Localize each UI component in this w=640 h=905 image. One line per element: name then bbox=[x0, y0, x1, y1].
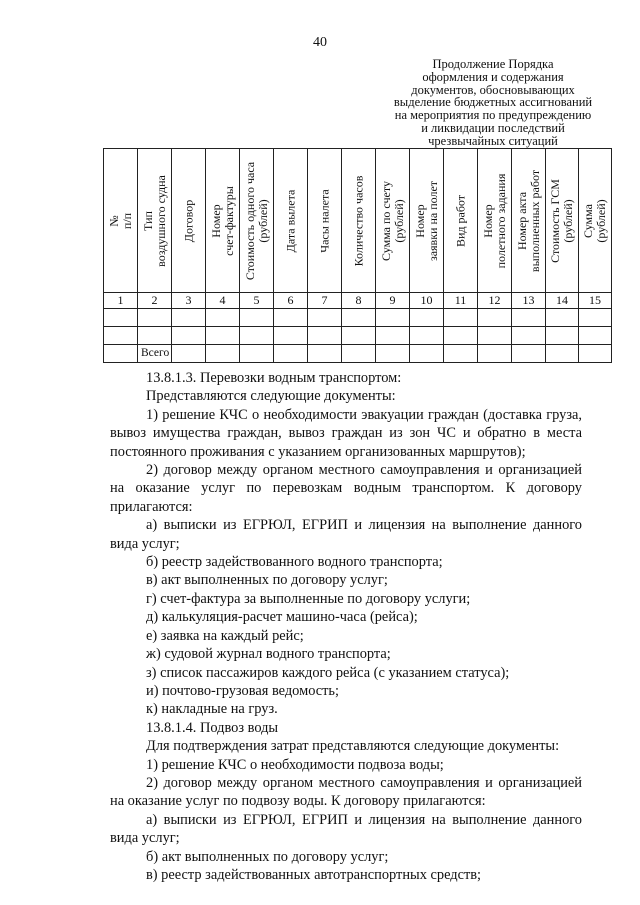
table-header-cell: Дата вылета bbox=[274, 149, 308, 293]
paragraph: 2) договор между органом местного самоуправления и организацией на оказание услуг по перевозкам водным транспортом. К договору прилагаются: bbox=[110, 462, 582, 515]
table-row bbox=[104, 309, 612, 327]
paragraph: б) акт выполненных по договору услуг; bbox=[146, 848, 389, 865]
table-header-cell: Вид работ bbox=[444, 149, 478, 293]
header-note-line: на мероприятия по предупреждению bbox=[394, 108, 592, 123]
paragraph: Для подтверждения затрат представляются следующие документы: bbox=[146, 738, 560, 755]
column-number: 10 bbox=[410, 293, 444, 309]
column-number: 2 bbox=[138, 293, 172, 309]
column-number: 11 bbox=[444, 293, 478, 309]
column-number: 1 bbox=[104, 293, 138, 309]
paragraph: ж) судовой журнал водного транспорта; bbox=[146, 646, 391, 663]
column-number: 3 bbox=[172, 293, 206, 309]
column-number: 4 bbox=[206, 293, 240, 309]
header-note-line: чрезвычайных ситуаций bbox=[428, 133, 558, 148]
paragraph: 13.8.1.4. Подвоз воды bbox=[146, 719, 279, 736]
header-note-line: оформления и содержания bbox=[422, 69, 564, 84]
header-note-line: документов, обосновывающих bbox=[411, 82, 575, 97]
paragraph: а) выписки из ЕГРЮЛ, ЕГРИП и лицензия на выполнение данного вида услуг; bbox=[110, 811, 582, 847]
paragraph: и) почтово-грузовая ведомость; bbox=[146, 682, 339, 699]
table-header-cell: Стоимость одного часа (рублей) bbox=[240, 149, 274, 293]
total-row bbox=[104, 345, 612, 363]
paragraph: з) список пассажиров каждого рейса (с указанием статуса); bbox=[146, 664, 510, 681]
paragraph: г) счет-фактура за выполненные по договору услуги; bbox=[146, 590, 471, 607]
table-header-cell: Количество часов bbox=[342, 149, 376, 293]
table-header-cell: Номер счет-фактуры bbox=[206, 149, 240, 293]
table-header-cell: № п/п bbox=[104, 149, 138, 293]
table-header-cell: Сумма (рублей) bbox=[579, 149, 612, 293]
header-note-line: и ликвидации последствий bbox=[421, 120, 565, 135]
paragraph: в) акт выполненных по договору услуг; bbox=[146, 572, 388, 589]
column-number: 15 bbox=[579, 293, 612, 309]
table-header-cell: Номер акта выполненных работ bbox=[512, 149, 546, 293]
table-header-cell: Тип воздушного судна bbox=[138, 149, 172, 293]
body-text bbox=[110, 369, 582, 884]
paragraph: 1) решение КЧС о необходимости подвоза воды; bbox=[146, 756, 444, 773]
paragraph: б) реестр задействованного водного транспорта; bbox=[146, 554, 443, 571]
table-header-cell: Часы налета bbox=[308, 149, 342, 293]
paragraph: 2) договор между органом местного самоуправления и организацией на оказание услуг по подвозу воды. К договору прилагаются: bbox=[110, 774, 582, 810]
paragraph: а) выписки из ЕГРЮЛ, ЕГРИП и лицензия на выполнение данного вида услуг; bbox=[110, 517, 582, 552]
column-number: 13 bbox=[512, 293, 546, 309]
table-header-cell: Стоимость ГСМ (рублей) bbox=[546, 149, 579, 293]
column-number: 9 bbox=[376, 293, 410, 309]
column-number: 6 bbox=[274, 293, 308, 309]
column-number: 7 bbox=[308, 293, 342, 309]
aircraft-cost-table bbox=[103, 148, 612, 363]
column-number-row bbox=[104, 293, 612, 309]
column-number: 5 bbox=[240, 293, 274, 309]
paragraph: д) калькуляция-расчет машино-часа (рейса); bbox=[146, 609, 418, 626]
column-number: 12 bbox=[478, 293, 512, 309]
table-header-row bbox=[104, 149, 612, 293]
total-label: Всего bbox=[141, 347, 170, 359]
table-header-cell: Номер заявки на полет bbox=[410, 149, 444, 293]
table-header-cell: Сумма по счету (рублей) bbox=[376, 149, 410, 293]
header-note bbox=[388, 58, 598, 148]
paragraph: е) заявка на каждый рейс; bbox=[146, 627, 304, 644]
header-note-line: Продолжение Порядка bbox=[432, 57, 554, 71]
column-number: 14 bbox=[546, 293, 579, 309]
paragraph: к) накладные на груз. bbox=[146, 701, 278, 718]
table-row bbox=[104, 327, 612, 345]
paragraph: в) реестр задействованных автотранспортных средств; bbox=[146, 866, 482, 883]
column-number: 8 bbox=[342, 293, 376, 309]
page-number: 40 bbox=[313, 35, 327, 50]
paragraph: 13.8.1.3. Перевозки водным транспортом: bbox=[146, 370, 402, 386]
paragraph: Представляются следующие документы: bbox=[146, 388, 396, 405]
table-header-cell: Номер полетного задания bbox=[478, 149, 512, 293]
paragraph: 1) решение КЧС о необходимости эвакуации граждан (доставка груза, вывоз имущества граждан, вывоз граждан из зон ЧС и обратно в места постоянного проживания с указанием организованных маршрутов); bbox=[110, 406, 582, 460]
table-header-cell: Договор bbox=[172, 149, 206, 293]
header-note-line: выделение бюджетных ассигнований bbox=[393, 95, 593, 110]
